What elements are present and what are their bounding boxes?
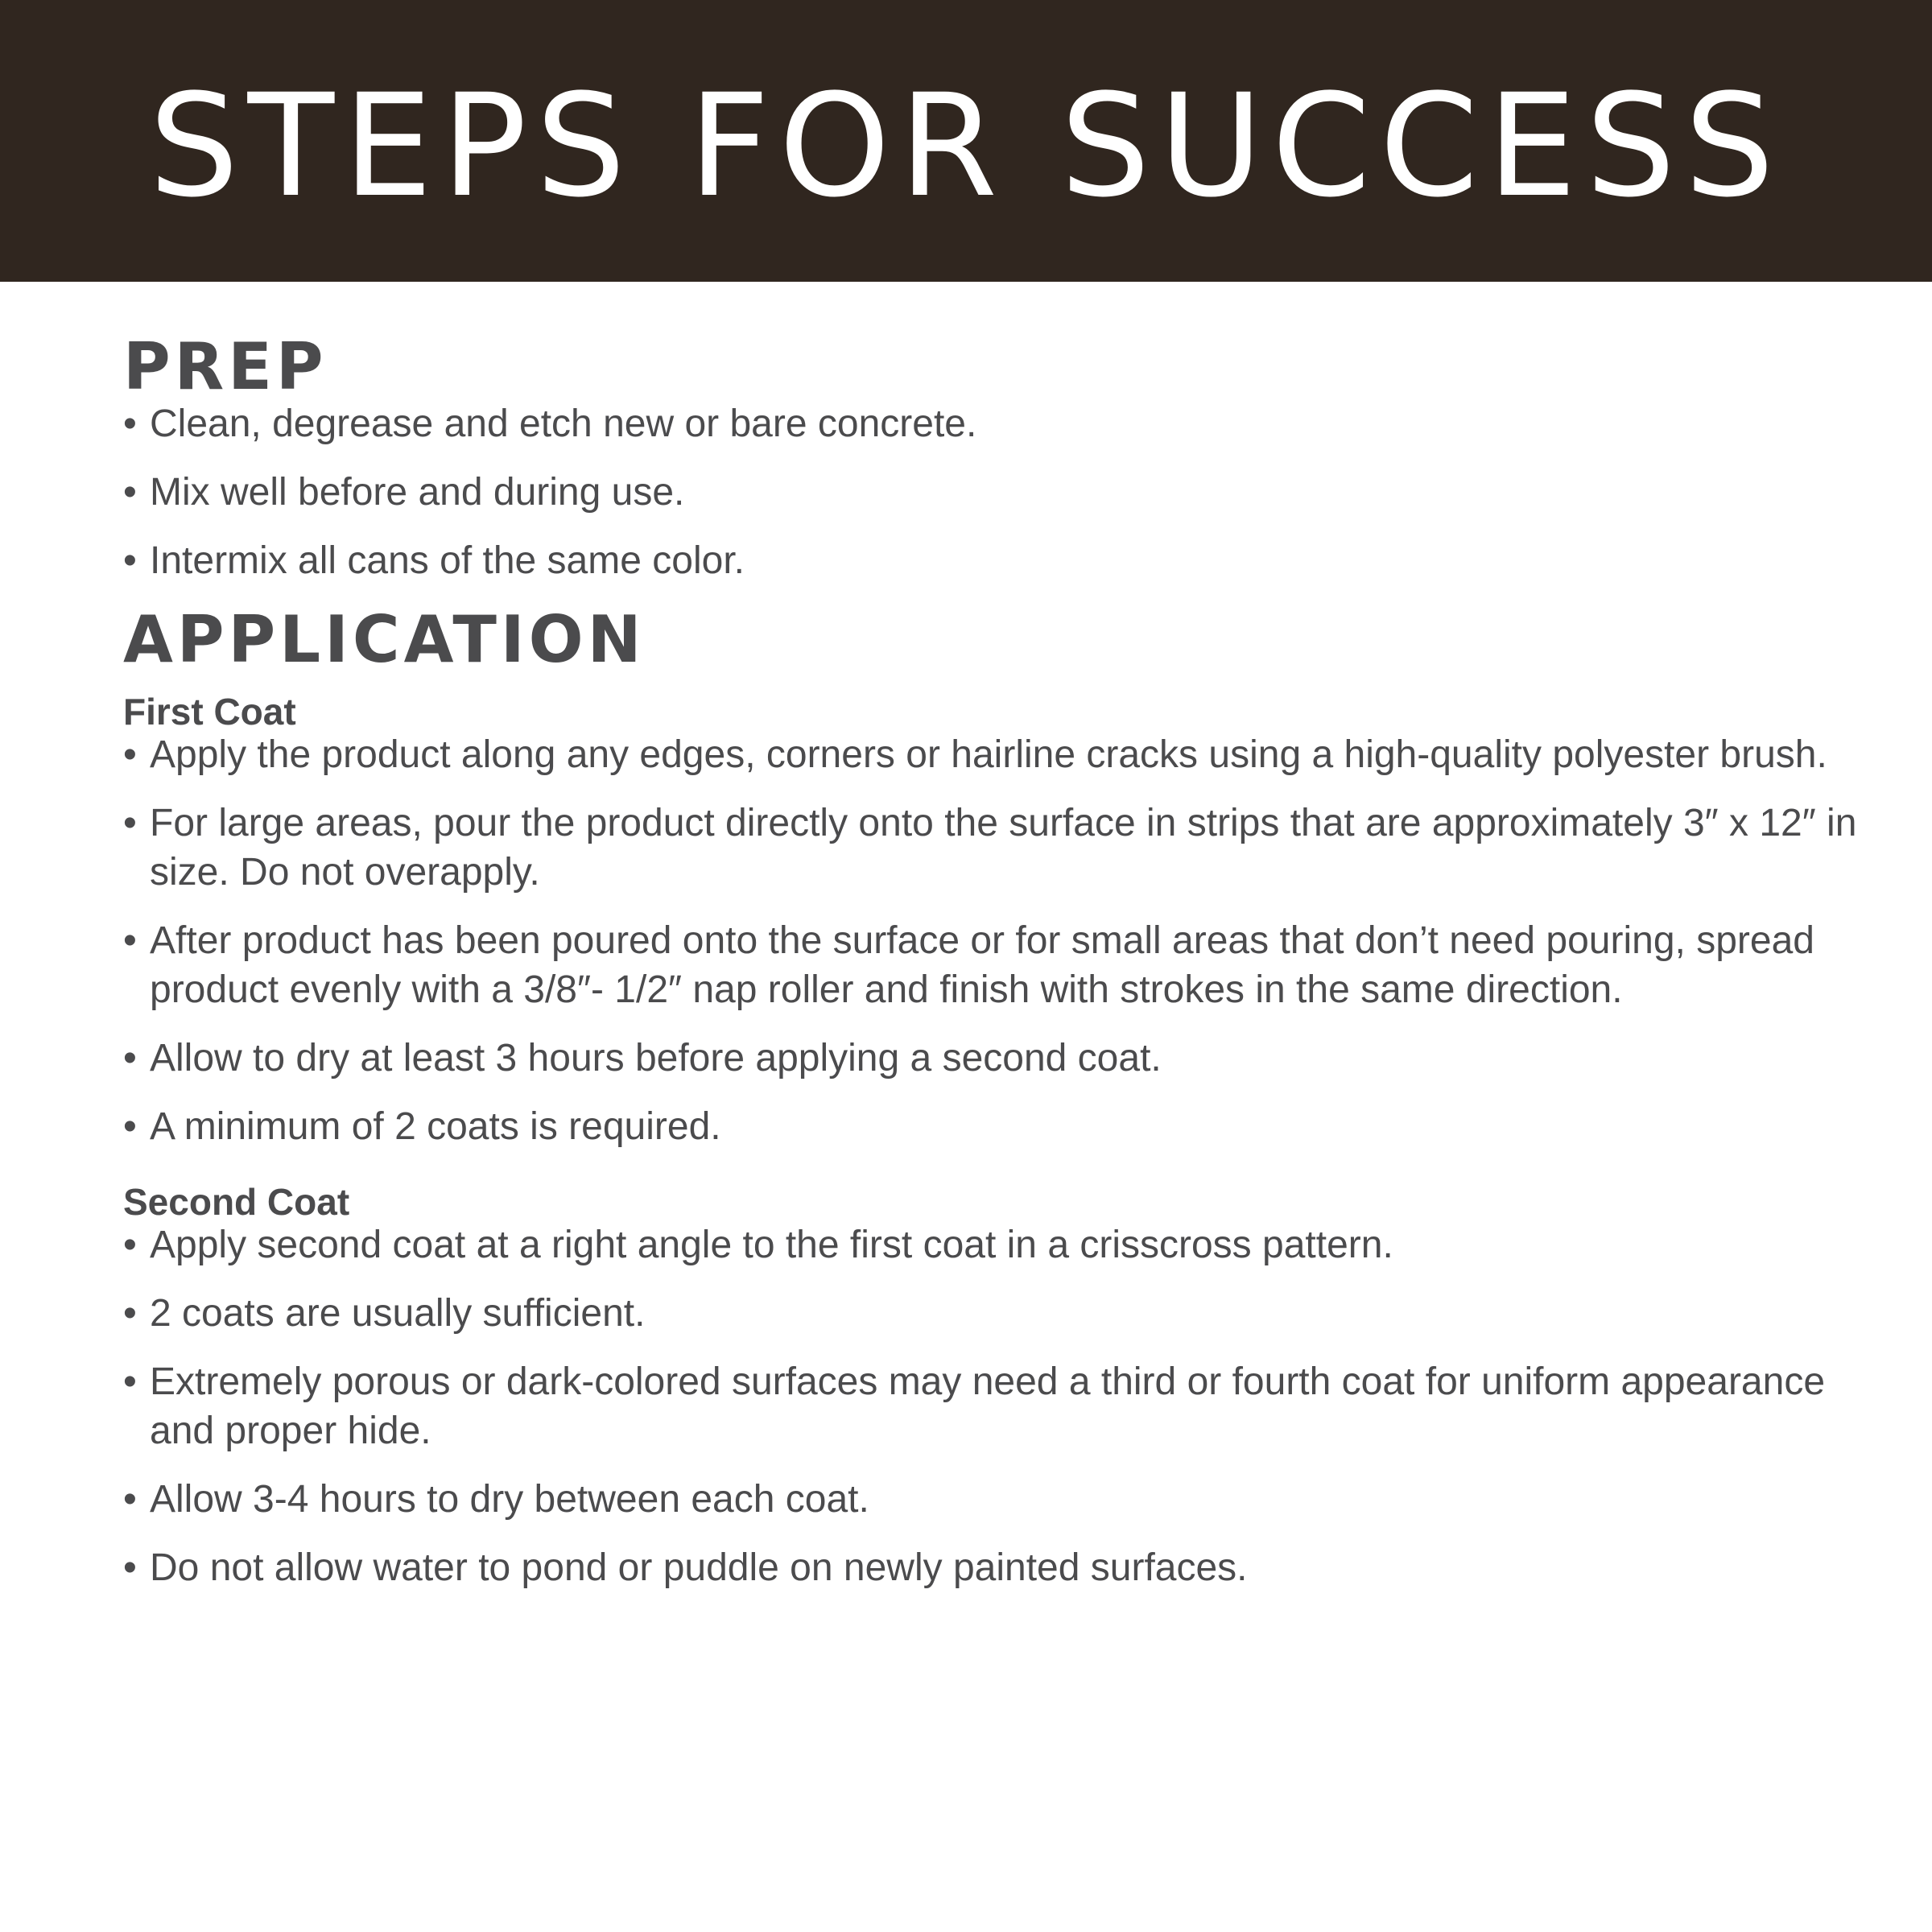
list-item-text: Apply the product along any edges, corners or hairline cracks using a high-quality polyester brush. (150, 733, 1827, 776)
list-item (123, 399, 1878, 448)
bullet-icon: • (123, 919, 137, 962)
bullet-icon: • (123, 733, 137, 776)
list-item-text: Allow 3-4 hours to dry between each coat. (150, 1478, 869, 1521)
bullet-icon: • (123, 1105, 137, 1148)
list-item-text: 2 coats are usually sufficient. (150, 1292, 646, 1335)
list-item (123, 1220, 1878, 1269)
list-item (123, 799, 1878, 897)
list-item (123, 1543, 1878, 1592)
list-item-text: Extremely porous or dark-colored surfaces may need a third or fourth coat for uniform appearance and proper hide. (150, 1360, 1826, 1452)
list-item (123, 916, 1878, 1014)
bullet-icon: • (123, 1478, 137, 1521)
application-heading: APPLICATION (123, 602, 646, 677)
list-item-text: A minimum of 2 coats is required. (150, 1105, 721, 1148)
list-item-text: Allow to dry at least 3 hours before applying a second coat. (150, 1037, 1162, 1080)
bullet-icon: • (123, 471, 137, 514)
second-coat-list (123, 1220, 1878, 1592)
bullet-icon: • (123, 402, 137, 445)
page-title: STEPS FOR SUCCESS (148, 64, 1784, 229)
list-item (123, 730, 1878, 779)
list-item-text: Mix well before and during use. (150, 471, 685, 514)
bullet-icon: • (123, 1546, 137, 1589)
list-item-text: After product has been poured onto the surface or for small areas that don’t need pouring, spread product evenly with a 3/8″- 1/2″ nap roller and finish with strokes in the same direction. (150, 919, 1814, 1011)
list-item (123, 1289, 1878, 1338)
header-band (0, 0, 1932, 282)
list-item-text: Clean, degrease and etch new or bare concrete. (150, 402, 977, 445)
list-item (123, 468, 1878, 517)
bullet-icon: • (123, 802, 137, 844)
list-item-text: For large areas, pour the product directly onto the surface in strips that are approximately 3″ x 12″ in size. Do not overapply. (150, 802, 1857, 894)
list-item-text: Intermix all cans of the same color. (150, 539, 745, 582)
first-coat-heading: First Coat (123, 691, 296, 733)
bullet-icon: • (123, 539, 137, 582)
list-item (123, 1357, 1878, 1455)
bullet-icon: • (123, 1037, 137, 1080)
list-item (123, 1102, 1878, 1151)
bullet-icon: • (123, 1292, 137, 1335)
second-coat-heading: Second Coat (123, 1181, 350, 1223)
prep-heading: PREP (123, 329, 328, 404)
instructions-content (123, 322, 1878, 1612)
prep-list (123, 399, 1878, 585)
list-item (123, 536, 1878, 585)
first-coat-list (123, 730, 1878, 1151)
bullet-icon: • (123, 1224, 137, 1266)
list-item-text: Apply second coat at a right angle to the first coat in a crisscross pattern. (150, 1224, 1393, 1266)
list-item (123, 1475, 1878, 1524)
list-item-text: Do not allow water to pond or puddle on newly painted surfaces. (150, 1546, 1248, 1589)
list-item (123, 1034, 1878, 1083)
bullet-icon: • (123, 1360, 137, 1403)
